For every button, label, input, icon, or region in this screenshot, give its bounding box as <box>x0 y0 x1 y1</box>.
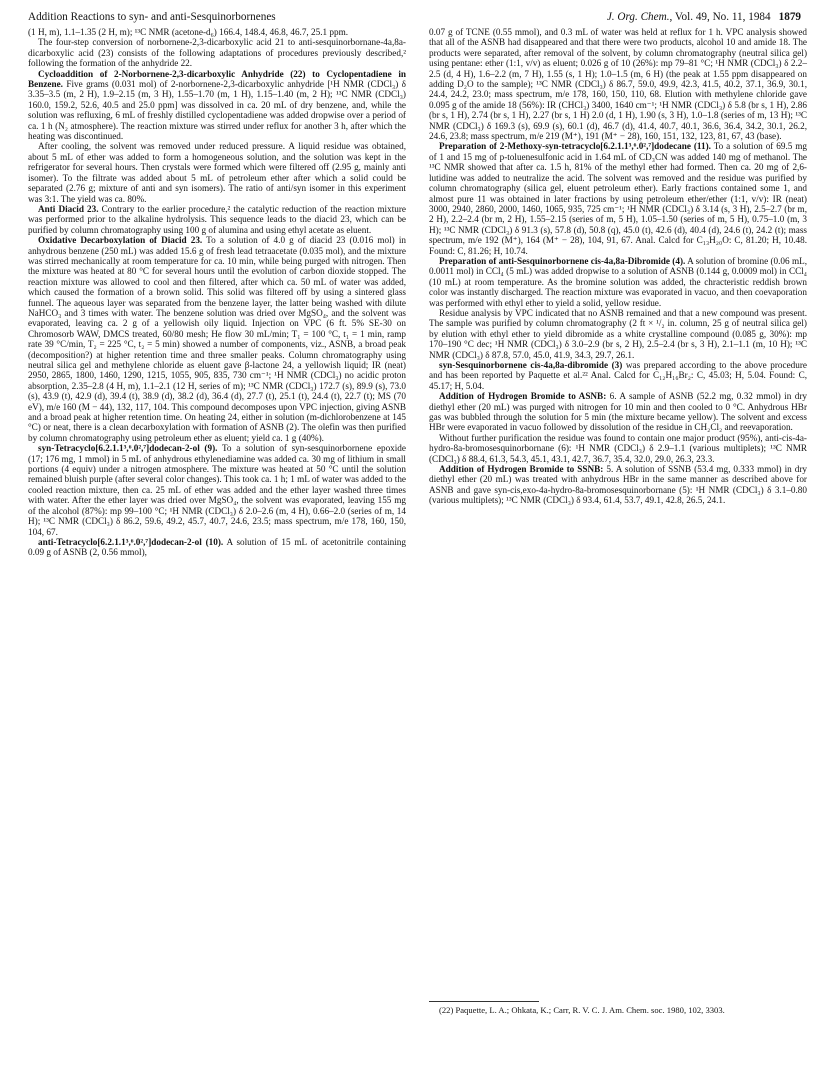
paragraph-heading: Cycloaddition of 2-Norbornene-2,3-dicarboxylic Anhydride (22) to Cyclopentadiene in Benzene. <box>28 68 406 90</box>
paragraph-text: was prepared according to the above procedure and has been reported by Paquette et al.²² Anal. Calcd for C₁₂H₁₆Br₂: C, 45.03; H, 5.04. Found: C, 45.17; H, 5.04. <box>429 360 807 391</box>
paragraph-text: 6. A sample of ASNB (52.2 mg, 0.32 mmol) in dry diethyl ether (20 mL) was purged with nitrogen for 10 min and then cooled to 0 °C. Anhydrous HBr gas was bubbled through the solution for 5 min (the mixture became yellow). The solvent and excess HBr were evaporated in vacuo followed by dissolution of the residue in CH₂Cl₂ and reevaporation. <box>429 391 807 433</box>
paragraph-text: A solution of bromine (0.06 mL, 0.0011 mol) in CCl₄ (5 mL) was added dropwise to a solution of ASNB (0.144 g, 0.0009 mol) in CCl₄ (10 mL) at room temperature. As the bromine solution was added, the chracteristic reddish brown color was instantly discharged. The reaction mixture was evaporated in vacuo, and then coevaporation was performed with ethyl ether to yield a solid, yellow residue. <box>429 255 807 308</box>
paragraph-heading: syn-Tetracyclo[6.2.1.1³,⁶.0²,⁷]dodecan-2-ol (9). <box>38 443 218 454</box>
paragraph-text: To a solution of syn-sesquinorbornene epoxide (17; 176 mg, 1 mmol) in 5 mL of anhydrous ethylenediamine was added ca. 30 mg of lithium in small portions (4 equiv) under a nitrogen atmosphere. The mixture was heated at 50 °C until the solution remained bluish purple (after several color changes). This took ca. 1 h; 1 mL of water was added to the cooled reaction mixture, then ca. 25 mL of ether was added and the ether layer washed three times with water. After the ether layer was dried over MgSO₄, the solvent was evaporated, leaving 155 mg of the alcohol (87%): mp 99–100 °C; ¹H NMR (CDCl₃) δ 2.0–2.6 (m, 4 H), 0.66–2.0 (series of m, 14 H); ¹³C NMR (CDCl₃) δ 86.2, 59.6, 49.2, 45.7, 40.7, 24.6, 23.5; mass spectrum, m/e 178, 160, 150, 104, 67. <box>28 443 406 537</box>
footnote: (22) Paquette, L. A.; Ohkata, K.; Carr, R. V. C. J. Am. Chem. soc. 1980, 102, 3303. <box>439 1005 725 1015</box>
journal-citation <box>607 10 801 24</box>
paragraph-text: Residue analysis by VPC indicated that no ASNB remained and that a new compound was present. The sample was purified by column chromatography (2 ft × ¹/₂ in. column, 25 g of neutral silica gel) by elution with ethyl ether to yield dibromide as a white crystalline compound (0.085 g, 30%): mp 170–190 °C dec; ¹H NMR (CDCl₃) δ 3.0–2.9 (br s, 2 H), 2.5–2.4 (br s, 3 H), 2.1–1.1 (m, 10 H); ¹³C NMR (CDCl₃) δ 87.8, 57.0, 45.0, 41.9, 34.3, 29.7, 26.1. <box>429 307 807 360</box>
paragraph-text: 5. A solution of SSNB (53.4 mg, 0.333 mmol) in dry diethyl ether (20 mL) was treated with anhydrous HBr in the same manner as described above for ASNB and gave syn-cis,exo-4a-hydro-8a-bromosesquinorbornane (5): ¹H NMR (CDCl₃) δ 3.1–0.80 (various multiplets); ¹³C NMR (CDCl₃) δ 93.4, 61.4, 53.7, 49.1, 42.8, 26.5, 24.1. <box>429 464 808 506</box>
paragraph <box>429 464 807 506</box>
paragraph <box>28 537 406 558</box>
paragraph-text: Contrary to the earlier procedure,² the catalytic reduction of the reaction mixture was performed prior to the alkaline hydrolysis. This sequence leads to the diacid 23, which can be purified by column chromatography using 100 g of alumina and using ethyl acetate as eluent. <box>28 203 406 235</box>
footnote-rule <box>429 1001 539 1002</box>
paragraph-heading: anti-Tetracyclo[6.2.1.1³,⁶.0²,⁷]dodecan-2-ol (10). <box>38 536 224 547</box>
paragraph <box>429 27 807 141</box>
paragraph-heading: Addition of Hydrogen Bromide to SSNB: <box>439 464 604 475</box>
paragraph <box>28 443 406 537</box>
paragraph <box>28 235 406 443</box>
paragraph-text: (1 H, m), 1.1–1.35 (2 H, m); ¹³C NMR (acetone-d₆) 166.4, 148.4, 46.8, 46.7, 25.1 ppm. <box>28 27 349 37</box>
volume-issue: , Vol. 49, No. 11, 1984 <box>669 11 771 23</box>
paragraph-heading: Anti Diacid 23. <box>38 203 99 214</box>
running-title: Addition Reactions to syn- and anti-Sesquinorbornenes <box>28 11 276 23</box>
paragraph-text: After cooling, the solvent was removed under reduced pressure. A liquid residue was obtained, about 5 mL of ether was added to form a homogeneous solution, and the solution was kept in the refrigerator for several hours. Then crystals were formed which were filtered off (2.95 g, mainly anti isomer). To the filtrate was added about 5 mL of petroleum ether after which a solid could be separated (2.76 g; mixture of anti and syn isomers). The ratio of anti/syn isomer in this experiment was 3:1. The yield was ca. 80%. <box>28 141 406 204</box>
paragraph <box>28 204 406 235</box>
paragraph-heading: Preparation of 2-Methoxy-syn-tetracyclo[6.2.1.1³,⁶.0²,⁷]dodecane (11). <box>439 141 711 152</box>
paragraph-text: To a solution of 69.5 mg of 1 and 15 mg of p-toluenesulfonic acid in 1.64 mL of CD₃CN was added 140 mg of methanol. The ¹³C NMR showed that after ca. 1.5 h, 81% of the methyl ether had formed. Then ca. 20 mg of 2,6-lutidine was added to neutralize the acid. The solvent was removed and the residue was purified by column chromatography (silica gel, eluent petroleum ether). Early fractions contained some 1, and almost pure 11 was obtained in later fractions by using petroleum ether/ether (1:1, v/v): IR (neat) 3000, 2940, 2860, 2000, 1460, 1065, 935, 725 cm⁻¹; ¹H NMR (CDCl₃) δ 3.14 (s, 3 H), 2.5–2.7 (br m, 2 H), 2.2–2.4 (br m, 2 H), 1.55–2.15 (series of m, 5 H), 1.05–1.50 (series of m, 5 H), 0.75–1.0 (m, 3 H); ¹³C NMR (CDCl₃) δ 91.3 (s), 57.8 (d), 50.8 (q), 45.0 (t), 42.6 (d), 40.4 (d), 24.6 (t), 24.2 (t); mass spectrum, m/e 192 (M⁺), 164 (M⁺ − 28), 104, 91, 67. Anal. Calcd for C₁₃H₂₀O: C, 81.20; H, 10.48. Found: C, 81.26; H, 10.74. <box>429 141 807 256</box>
paragraph <box>429 308 807 360</box>
paragraph <box>28 141 406 203</box>
paragraph-text: To a solution of 4.0 g of diacid 23 (0.016 mol) in anhydrous benzene (250 mL) was added 15.6 g of fresh lead tetraacetate (0.035 mol), and the mixture was stirred mechanically at room temperature for ca. 10 min, while being purged with nitrogen. Then the mixture was heated at 80 °C for several hours until the evolution of carbon dioxide stopped. The reaction mixture was allowed to cool and then filtered, after which ca. 50 mL of water was added, which caused the formation of a brown solid. This solid was filtered off by using a sintered glass funnel. The aqueous layer was separated from the benzene layer, the latter being washed with dilute NaHCO₃ and 3 times with water. The benzene solution was dried over MgSO₄, and the solvent was evaporated, leaving ca. 2 g of a yellowish oily liquid. Injection on VPC (6 ft. 5% SE-30 on Chromosorb WAW, DMCS treated, 60/80 mesh; He flow 30 mL/min; T₁ = 100 °C, t₁ = 1 min, ramp rate 39 °C/min, T₂ = 225 °C, t₂ = 5 min) showed a number of components, viz., ASNB, a broad peak (decomposition?) at higher retention time and three smaller peaks. Column chromatography using neutral silica gel and methylene chloride as eluent gave β-lactone 24, a yellowish liquid; IR (neat) 2950, 2865, 1800, 1460, 1290, 1215, 1055, 905, 835, 730 cm⁻¹; ¹H NMR (CDCl₃) no acidic proton absorption, 2.35–2.8 (4 H, m), 1.1–2.1 (12 H, series of m); ¹³C NMR (CDCl₃) 172.7 (s), 89.9 (s), 73.0 (s), 43.9 (t), 42.9 (d), 39.4 (t), 38.9 (d), 38.2 (d), 36.4 (d), 27.7 (t), 25.1 (t), 24.4 (t), 22.7 (t); MS (70 eV), m/e 160 (M − 44), 132, 117, 104. This compound decomposes upon VPC injection, giving ASNB and a broad peak at higher retention time. On heating 24, either in solution (m-dichlorobenzene at 145 °C) or neat, there is a clean decarboxylation with formation of ASNB (2). The olefin was then purified by column chromatography using petroleum ether as eluent; yield ca. 1 g (40%). <box>28 235 406 443</box>
paragraph-heading: Addition of Hydrogen Bromide to ASNB: <box>439 391 607 402</box>
paragraph <box>429 360 807 391</box>
paragraph-text: Five grams (0.031 mol) of 2-norbornene-2,3-dicarboxylic anhydride [¹H NMR (CDCl₃) δ 3.35–3.5 (m, 2 H), 1.9–2.15 (m, 3 H), 1.55–1.70 (m, 1 H), 1.15–1.40 (m, 2 H); ¹³C NMR (CDCl₃) 160.0, 159.2, 52.6, 40.5 and 25.0 ppm] was dissolved in ca. 20 mL of dry benzene, and, while the solution was refluxing, 6 mL of freshly distilled cyclopentadiene was added dropwise over a period of ca. 1 h (N₂ atmosphere). The reaction mixture was stirred under reflux for another 3 h, after which the heating was discontinued. <box>28 79 406 142</box>
paragraph <box>429 141 807 255</box>
paragraph-heading: Preparation of anti-Sesquinorbornene cis-4a,8a-Dibromide (4). <box>439 255 686 266</box>
right-column <box>429 27 807 506</box>
left-column <box>28 27 406 558</box>
paragraph-heading: syn-Sesquinorbornene cis-4a,8a-dibromide (3) <box>439 360 623 370</box>
paragraph <box>28 69 406 142</box>
paragraph <box>429 433 807 464</box>
paragraph <box>28 27 406 37</box>
page-number: 1879 <box>778 11 801 23</box>
paragraph-text: Without further purification the residue was found to contain one major product (95%), anti-cis-4a-hydro-8a-bromosesquinorbornane (6): ¹H NMR (CDCl₃) δ 2.9–1.1 (various multiplets); ¹³C NMR (CDCl₃) δ 88.4, 61.3, 54.3, 45.1, 43.1, 42.7, 36.7, 35.4, 32.0, 29.0, 26.3, 23.3. <box>429 432 807 464</box>
paragraph-text: 0.07 g of TCNE (0.55 mmol), and 0.3 mL of water was held at reflux for 1 h. VPC analysis showed that all of the ASNB had disappeared and that there were two products, alcohol 10 and amide 18. The products were separated, after removal of the solvent, by column chromatography (neutral silica gel) using pentane: ether (1:1, v/v) as eluent; 0.026 g of 10 (26%): mp 79–81 °C; ¹H NMR (CDCl₃) δ 2.2–2.5 (d, 4 H), 1.6–2.2 (m, 7 H), 1.55 (s, 1 H); 1.0–1.5 (m, 6 H) (the peak at 1.55 ppm disappeared on adding D₂O to the sample); ¹³C NMR (CDCl₃) δ 86.7, 59.0, 49.9, 42.3, 41.5, 40.2, 37.1, 36.9, 30.1, 24.4, 24.2, 23.0; mass spectrum, m/e 178, 160, 150, 110, 68. Elution with methylene chloride gave 0.095 g of the amide 18 (56%): IR (CHCl₃) 3400, 1640 cm⁻¹; ¹H NMR (CDCl₃) δ 5.8 (br s, 1 H), 2.86 (br s, 1 H), 2.74 (br s, 1 H), 2.27 (br s, 1 H) 2.0 (d, 1 H), 1.90 (s, 3 H), 1.0–1.8 (series of m, 13 H); ¹³C NMR (CDCl₃) δ 169.3 (s), 69.9 (s), 60.1 (d), 46.7 (d), 41.4, 40.7, 40.1, 36.6, 36.4, 34.2, 30.1, 26.2, 24.6, 23.8; mass spectrum, m/e 219 (M⁺), 191 (M⁺ − 28), 160, 151, 132, 123, 81, 67, 43 (base). <box>429 27 807 142</box>
running-header <box>28 10 801 24</box>
paragraph <box>28 37 406 68</box>
paragraph-text: The four-step conversion of norbornene-2,3-dicarboxylic acid 21 to anti-sesquinorbornane-4a,8a-dicarboxylic acid (23) consists of the following adaptations of procedures previously described,² following the formation of the anhydride 22. <box>28 37 406 69</box>
paragraph-heading: Oxidative Decarboxylation of Diacid 23. <box>38 235 203 246</box>
paragraph-text: A solution of 15 mL of acetonitrile containing 0.09 g of ASNB (2, 0.56 mmol), <box>28 536 406 558</box>
journal-name: J. Org. Chem. <box>606 11 670 23</box>
paragraph <box>429 256 807 308</box>
paragraph <box>429 391 807 433</box>
